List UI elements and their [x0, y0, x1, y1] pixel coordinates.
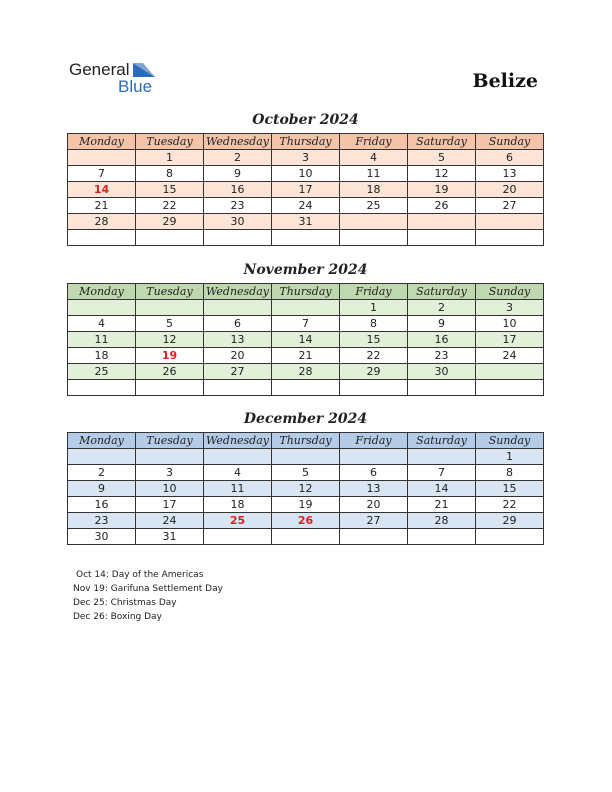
day-cell: [68, 380, 136, 396]
day-cell: 25: [204, 513, 272, 529]
day-cell: 10: [136, 481, 204, 497]
day-cell: 23: [68, 513, 136, 529]
holiday-note: Oct 14: Day of the Americas: [76, 570, 204, 580]
day-cell: 20: [476, 182, 544, 198]
day-cell: 30: [68, 529, 136, 545]
week-row: [68, 316, 544, 332]
day-cell: 20: [340, 497, 408, 513]
day-cell: 4: [340, 150, 408, 166]
day-cell: 24: [136, 513, 204, 529]
day-cell: 23: [408, 348, 476, 364]
day-cell: 21: [272, 348, 340, 364]
day-cell: [204, 230, 272, 246]
day-cell: 29: [340, 364, 408, 380]
day-cell: 9: [68, 481, 136, 497]
month-title: December 2024: [243, 411, 368, 427]
day-cell: 11: [340, 166, 408, 182]
day-cell: 20: [204, 348, 272, 364]
month-title: October 2024: [252, 112, 359, 128]
day-cell: [204, 380, 272, 396]
day-cell: [272, 449, 340, 465]
holiday-note: Nov 19: Garifuna Settlement Day: [73, 584, 223, 594]
day-cell: [340, 380, 408, 396]
day-cell: 29: [476, 513, 544, 529]
day-cell: [272, 529, 340, 545]
day-cell: 17: [272, 182, 340, 198]
country-title: Belize: [472, 70, 538, 92]
weekday-header: Wednesday: [204, 433, 272, 449]
day-cell: 22: [340, 348, 408, 364]
day-cell: 26: [136, 364, 204, 380]
holiday-notes: [73, 568, 223, 624]
day-cell: 6: [476, 150, 544, 166]
day-cell: 24: [272, 198, 340, 214]
day-cell: 3: [136, 465, 204, 481]
day-cell: 28: [68, 214, 136, 230]
day-cell: [272, 300, 340, 316]
day-cell: 31: [272, 214, 340, 230]
day-cell: 30: [204, 214, 272, 230]
day-cell: 10: [476, 316, 544, 332]
month-calendar: [67, 133, 544, 246]
day-cell: [340, 230, 408, 246]
weekday-header: Sunday: [476, 134, 544, 150]
day-cell: [68, 449, 136, 465]
weekday-header: Sunday: [476, 284, 544, 300]
day-cell: 26: [408, 198, 476, 214]
day-cell: 16: [68, 497, 136, 513]
day-cell: [136, 300, 204, 316]
day-cell: 7: [272, 316, 340, 332]
day-cell: 3: [272, 150, 340, 166]
day-cell: 6: [340, 465, 408, 481]
day-cell: 18: [204, 497, 272, 513]
day-cell: 21: [68, 198, 136, 214]
day-cell: 16: [408, 332, 476, 348]
holiday-note: Dec 26: Boxing Day: [73, 612, 162, 622]
day-cell: [340, 214, 408, 230]
day-cell: 21: [408, 497, 476, 513]
day-cell: [136, 449, 204, 465]
day-cell: 5: [408, 150, 476, 166]
weekday-header: Sunday: [476, 433, 544, 449]
day-cell: [408, 214, 476, 230]
day-cell: [408, 380, 476, 396]
week-row: [68, 481, 544, 497]
logo-text-blue: Blue: [118, 77, 153, 96]
day-cell: 26: [272, 513, 340, 529]
day-cell: [408, 529, 476, 545]
day-cell: 1: [136, 150, 204, 166]
day-cell: 8: [476, 465, 544, 481]
day-cell: 31: [136, 529, 204, 545]
day-cell: 13: [340, 481, 408, 497]
weekday-header: Monday: [68, 433, 136, 449]
day-cell: [136, 380, 204, 396]
day-cell: 25: [68, 364, 136, 380]
weekday-header: Friday: [340, 284, 408, 300]
day-cell: [408, 449, 476, 465]
day-cell: [340, 529, 408, 545]
day-cell: 18: [68, 348, 136, 364]
day-cell: 28: [272, 364, 340, 380]
day-cell: [204, 300, 272, 316]
day-cell: 16: [204, 182, 272, 198]
week-row: [68, 300, 544, 316]
week-row: [68, 182, 544, 198]
day-cell: 12: [272, 481, 340, 497]
day-cell: [272, 230, 340, 246]
day-cell: [340, 449, 408, 465]
day-cell: 2: [408, 300, 476, 316]
week-row: [68, 214, 544, 230]
month-calendar: [67, 283, 544, 396]
day-cell: 13: [476, 166, 544, 182]
day-cell: 2: [204, 150, 272, 166]
day-cell: 10: [272, 166, 340, 182]
week-row: [68, 332, 544, 348]
day-cell: 15: [476, 481, 544, 497]
week-row: [68, 449, 544, 465]
day-cell: 28: [408, 513, 476, 529]
month-title: November 2024: [243, 262, 368, 278]
week-row: [68, 529, 544, 545]
day-cell: [204, 529, 272, 545]
week-row: [68, 497, 544, 513]
day-cell: [68, 230, 136, 246]
holiday-note: Dec 25: Christmas Day: [73, 598, 177, 608]
day-cell: 6: [204, 316, 272, 332]
week-row: [68, 380, 544, 396]
week-row: [68, 364, 544, 380]
day-cell: 7: [408, 465, 476, 481]
day-cell: 12: [408, 166, 476, 182]
day-cell: 1: [340, 300, 408, 316]
weekday-header: Saturday: [408, 433, 476, 449]
week-row: [68, 230, 544, 246]
weekday-header: Thursday: [272, 284, 340, 300]
day-cell: 22: [136, 198, 204, 214]
weekday-header: Wednesday: [204, 134, 272, 150]
day-cell: [476, 364, 544, 380]
weekday-header: Monday: [68, 134, 136, 150]
weekday-header: Thursday: [272, 433, 340, 449]
day-cell: 17: [136, 497, 204, 513]
weekday-header: Saturday: [408, 284, 476, 300]
week-row: [68, 348, 544, 364]
weekday-header-row: [68, 134, 544, 150]
day-cell: 5: [272, 465, 340, 481]
day-cell: 14: [272, 332, 340, 348]
day-cell: 1: [476, 449, 544, 465]
day-cell: 15: [136, 182, 204, 198]
day-cell: 8: [340, 316, 408, 332]
weekday-header: Friday: [340, 134, 408, 150]
month-calendar: [67, 432, 544, 545]
day-cell: [68, 300, 136, 316]
day-cell: 7: [68, 166, 136, 182]
day-cell: 15: [340, 332, 408, 348]
day-cell: 11: [204, 481, 272, 497]
day-cell: 29: [136, 214, 204, 230]
day-cell: 9: [204, 166, 272, 182]
day-cell: 3: [476, 300, 544, 316]
weekday-header-row: [68, 433, 544, 449]
week-row: [68, 166, 544, 182]
day-cell: [476, 230, 544, 246]
day-cell: 12: [136, 332, 204, 348]
day-cell: 13: [204, 332, 272, 348]
weekday-header: Wednesday: [204, 284, 272, 300]
day-cell: 27: [340, 513, 408, 529]
day-cell: [408, 230, 476, 246]
day-cell: [68, 150, 136, 166]
day-cell: 5: [136, 316, 204, 332]
day-cell: 25: [340, 198, 408, 214]
logo: [69, 60, 159, 96]
day-cell: 27: [204, 364, 272, 380]
day-cell: 30: [408, 364, 476, 380]
day-cell: [204, 449, 272, 465]
weekday-header: Monday: [68, 284, 136, 300]
day-cell: 14: [408, 481, 476, 497]
day-cell: 2: [68, 465, 136, 481]
day-cell: 4: [68, 316, 136, 332]
day-cell: 27: [476, 198, 544, 214]
day-cell: 8: [136, 166, 204, 182]
week-row: [68, 198, 544, 214]
day-cell: [476, 214, 544, 230]
weekday-header: Tuesday: [136, 284, 204, 300]
day-cell: [136, 230, 204, 246]
weekday-header-row: [68, 284, 544, 300]
week-row: [68, 513, 544, 529]
weekday-header: Friday: [340, 433, 408, 449]
day-cell: 24: [476, 348, 544, 364]
weekday-header: Tuesday: [136, 433, 204, 449]
day-cell: 23: [204, 198, 272, 214]
weekday-header: Thursday: [272, 134, 340, 150]
day-cell: 17: [476, 332, 544, 348]
day-cell: 11: [68, 332, 136, 348]
day-cell: 19: [136, 348, 204, 364]
day-cell: 19: [272, 497, 340, 513]
day-cell: [476, 529, 544, 545]
weekday-header: Saturday: [408, 134, 476, 150]
logo-triangle-icon: [133, 63, 155, 77]
weekday-header: Tuesday: [136, 134, 204, 150]
week-row: [68, 150, 544, 166]
week-row: [68, 465, 544, 481]
day-cell: [272, 380, 340, 396]
day-cell: 4: [204, 465, 272, 481]
logo-text-general: General: [69, 60, 130, 79]
day-cell: 18: [340, 182, 408, 198]
day-cell: 19: [408, 182, 476, 198]
day-cell: [476, 380, 544, 396]
day-cell: 9: [408, 316, 476, 332]
day-cell: 14: [68, 182, 136, 198]
day-cell: 22: [476, 497, 544, 513]
